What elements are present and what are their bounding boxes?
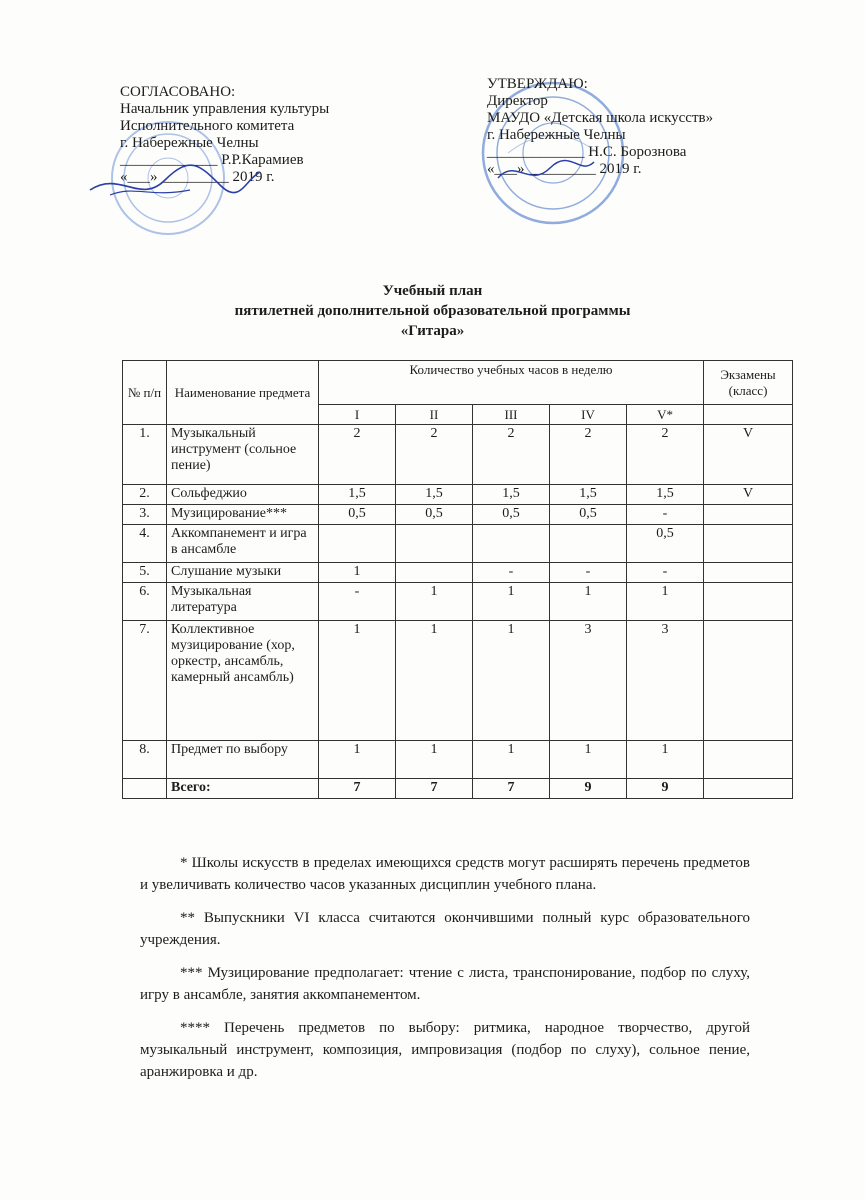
row-subject: Слушание музыки (167, 563, 319, 583)
cell-grade-2 (396, 525, 473, 563)
agreed-signature-line: _____________ Р.Р.Карамиев (120, 152, 304, 168)
row-subject: Сольфеджио (167, 485, 319, 505)
agreed-organization: Исполнительного комитета (120, 118, 295, 134)
row-num: 8. (123, 741, 167, 779)
cell-grade-2: 1 (396, 621, 473, 741)
total-grade-5: 9 (627, 779, 704, 799)
header-grade-5: V* (627, 405, 704, 425)
total-grade-2: 7 (396, 779, 473, 799)
cell-exam (704, 621, 793, 741)
total-num-blank (123, 779, 167, 799)
document-title (0, 281, 865, 341)
row-num: 1. (123, 425, 167, 485)
cell-grade-2: 1 (396, 583, 473, 621)
cell-grade-5: 1,5 (627, 485, 704, 505)
cell-exam (704, 583, 793, 621)
cell-grade-1: 0,5 (319, 505, 396, 525)
cell-exam: V (704, 485, 793, 505)
row-num: 3. (123, 505, 167, 525)
row-num: 4. (123, 525, 167, 563)
cell-grade-3: - (473, 563, 550, 583)
cell-exam (704, 563, 793, 583)
agreed-city: г. Набережные Челны (120, 135, 259, 151)
cell-grade-3: 2 (473, 425, 550, 485)
total-grade-4: 9 (550, 779, 627, 799)
row-num: 5. (123, 563, 167, 583)
table-row (123, 621, 793, 741)
row-subject: Аккомпанемент и игра в ансамбле (167, 525, 319, 563)
cell-grade-2: 2 (396, 425, 473, 485)
cell-grade-1: - (319, 583, 396, 621)
header-grade-1: I (319, 405, 396, 425)
cell-grade-5: - (627, 563, 704, 583)
cell-grade-3: 1 (473, 621, 550, 741)
cell-grade-5: 3 (627, 621, 704, 741)
header-exams: Экзамены (класс) (704, 361, 793, 405)
cell-grade-1: 1 (319, 621, 396, 741)
footnotes (140, 852, 750, 1094)
curriculum-table (122, 360, 793, 799)
cell-grade-3 (473, 525, 550, 563)
title-line-1: Учебный план (382, 283, 483, 299)
title-line-2: пятилетней дополнительной образовательной программы (234, 303, 631, 319)
table-row (123, 505, 793, 525)
approve-city: г. Набережные Челны (487, 127, 626, 143)
table-row (123, 741, 793, 779)
row-subject: Музыкальная литература (167, 583, 319, 621)
signature-left (80, 150, 270, 210)
total-label: Всего: (167, 779, 319, 799)
cell-grade-5: 1 (627, 741, 704, 779)
agreed-date-line: «___» _________ 2019 г. (120, 169, 275, 185)
header-exams-blank (704, 405, 793, 425)
header-hours: Количество учебных часов в неделю (319, 361, 704, 405)
row-subject: Музыкальный инструмент (сольное пение) (167, 425, 319, 485)
footnote-4: **** Перечень предметов по выбору: ритмика, народное творчество, другой музыкальный инструмент, композиция, импровизация (подбор по слуху), сольное пение, аранжировка и др. (140, 1020, 750, 1080)
table-row (123, 563, 793, 583)
header-grade-2: II (396, 405, 473, 425)
cell-grade-2: 0,5 (396, 505, 473, 525)
row-num: 2. (123, 485, 167, 505)
header-subject: Наименование предмета (167, 361, 319, 425)
approve-signature-line: _____________ Н.С. Борознова (487, 144, 687, 160)
row-subject: Предмет по выбору (167, 741, 319, 779)
approve-organization: МАУДО «Детская школа искусств» (487, 110, 714, 126)
cell-grade-2: 1 (396, 741, 473, 779)
header-grade-3: III (473, 405, 550, 425)
cell-grade-2 (396, 563, 473, 583)
cell-grade-4: 1,5 (550, 485, 627, 505)
approve-heading: УТВЕРЖДАЮ: (487, 76, 588, 92)
cell-grade-1: 2 (319, 425, 396, 485)
header-num: № п/п (123, 361, 167, 425)
cell-grade-4: 2 (550, 425, 627, 485)
row-num: 6. (123, 583, 167, 621)
total-grade-1: 7 (319, 779, 396, 799)
table-row (123, 525, 793, 563)
cell-grade-5: 2 (627, 425, 704, 485)
cell-grade-1: 1 (319, 741, 396, 779)
cell-grade-4: - (550, 563, 627, 583)
cell-grade-3: 0,5 (473, 505, 550, 525)
title-line-3: «Гитара» (400, 323, 465, 339)
cell-grade-3: 1 (473, 583, 550, 621)
footnote-2: ** Выпускники VI класса считаются окончившими полный курс образовательного учреждения. (140, 910, 750, 948)
row-num: 7. (123, 621, 167, 741)
approve-date-line: «___» _________ 2019 г. (487, 161, 642, 177)
cell-grade-4: 1 (550, 741, 627, 779)
agreed-heading: СОГЛАСОВАНО: (120, 84, 236, 100)
cell-grade-1: 1 (319, 563, 396, 583)
signature-right (490, 148, 600, 192)
row-subject: Музицирование*** (167, 505, 319, 525)
table-row (123, 485, 793, 505)
cell-grade-4 (550, 525, 627, 563)
cell-exam (704, 505, 793, 525)
footnote-1: * Школы искусств в пределах имеющихся средств могут расширять перечень предметов и увеличивать количество часов указанных дисциплин учебного плана. (140, 855, 750, 893)
row-subject: Коллективное музицирование (хор, оркестр, ансамбль, камерный ансамбль) (167, 621, 319, 741)
cell-grade-4: 3 (550, 621, 627, 741)
cell-exam (704, 741, 793, 779)
footnote-3: *** Музицирование предполагает: чтение с листа, транспонирование, подбор по слуху, игру в ансамбле, занятия аккомпанементом. (140, 965, 750, 1003)
cell-exam: V (704, 425, 793, 485)
total-row (123, 779, 793, 799)
cell-grade-2: 1,5 (396, 485, 473, 505)
header-grade-4: IV (550, 405, 627, 425)
cell-grade-4: 1 (550, 583, 627, 621)
cell-grade-4: 0,5 (550, 505, 627, 525)
cell-exam (704, 525, 793, 563)
cell-grade-3: 1 (473, 741, 550, 779)
cell-grade-5: 0,5 (627, 525, 704, 563)
total-exam-blank (704, 779, 793, 799)
cell-grade-5: 1 (627, 583, 704, 621)
approve-position: Директор (487, 93, 548, 109)
cell-grade-1 (319, 525, 396, 563)
agreed-position: Начальник управления культуры (120, 101, 330, 117)
table-row (123, 583, 793, 621)
cell-grade-1: 1,5 (319, 485, 396, 505)
cell-grade-5: - (627, 505, 704, 525)
cell-grade-3: 1,5 (473, 485, 550, 505)
total-grade-3: 7 (473, 779, 550, 799)
table-row (123, 425, 793, 485)
